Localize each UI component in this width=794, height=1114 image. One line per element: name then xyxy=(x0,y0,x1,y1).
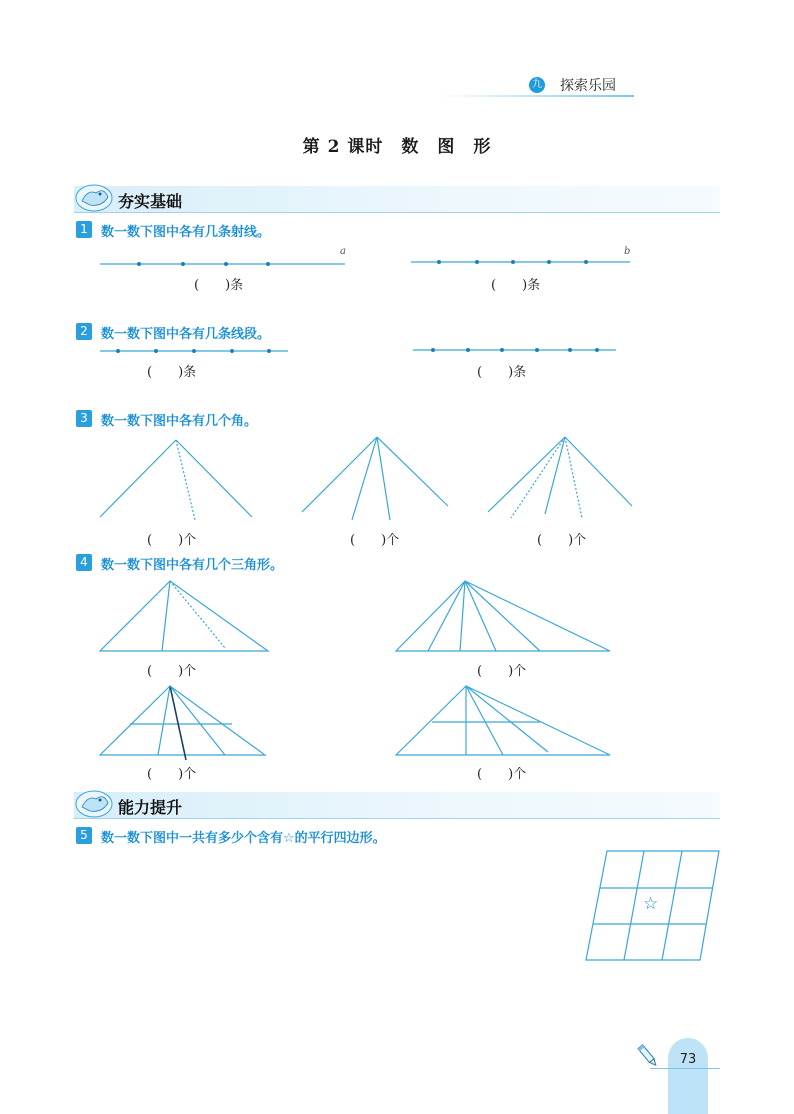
section-title-basic: 夯实基础 xyxy=(118,192,183,211)
q4-triangle-figure-c xyxy=(100,686,265,760)
page-number-rule xyxy=(650,1068,720,1069)
question-number-5: 5 xyxy=(76,827,92,844)
q4-triangle-figure-d xyxy=(396,686,610,755)
q4-triangle-figure-b xyxy=(396,581,610,651)
answer-blank-1a[interactable]: ( )条 xyxy=(194,278,244,293)
question-text-1: 数一数下图中各有几条射线。 xyxy=(101,225,271,240)
answer-blank-1b[interactable]: ( )条 xyxy=(491,278,541,293)
pencil-icon xyxy=(636,1042,660,1070)
q3-angle-figure-b xyxy=(302,437,448,520)
q3-angle-figure-a xyxy=(100,440,252,520)
answer-blank-3c[interactable]: ( )个 xyxy=(537,533,587,548)
q1-q2-points xyxy=(116,260,599,353)
star-icon: ☆ xyxy=(643,894,659,914)
answer-blank-3a[interactable]: ( )个 xyxy=(147,533,197,548)
question-text-3: 数一数下图中各有几个角。 xyxy=(101,414,258,429)
answer-blank-4c[interactable]: ( )个 xyxy=(147,767,197,782)
page-number: 73 xyxy=(679,1052,697,1067)
answer-blank-2a[interactable]: ( )条 xyxy=(147,365,197,380)
section-title-advanced: 能力提升 xyxy=(118,798,183,817)
question-text-5: 数一数下图中一共有多少个含有☆的平行四边形。 xyxy=(101,831,386,846)
q4-triangle-figure-a xyxy=(100,581,268,651)
answer-blank-4a[interactable]: ( )个 xyxy=(147,664,197,679)
chapter-badge: 九 xyxy=(529,77,545,93)
chapter-name: 探索乐园 xyxy=(560,78,616,94)
q3-angle-figure-c xyxy=(488,437,632,518)
answer-blank-2b[interactable]: ( )条 xyxy=(477,365,527,380)
ray-label-b: b xyxy=(624,246,631,257)
answer-blank-4b[interactable]: ( )个 xyxy=(477,664,527,679)
page-number-tab xyxy=(668,1038,708,1114)
answer-blank-4d[interactable]: ( )个 xyxy=(477,767,527,782)
question-number-4: 4 xyxy=(76,554,92,571)
question-number-2: 2 xyxy=(76,323,92,340)
question-text-4: 数一数下图中各有几个三角形。 xyxy=(101,558,284,573)
lesson-title: 第 2 课时 数 图 形 xyxy=(302,137,492,157)
question-number-3: 3 xyxy=(76,410,92,427)
question-number-1: 1 xyxy=(76,221,92,238)
question-text-2: 数一数下图中各有几条线段。 xyxy=(101,327,271,342)
answer-blank-3b[interactable]: ( )个 xyxy=(350,533,400,548)
ray-label-a: a xyxy=(340,246,346,257)
